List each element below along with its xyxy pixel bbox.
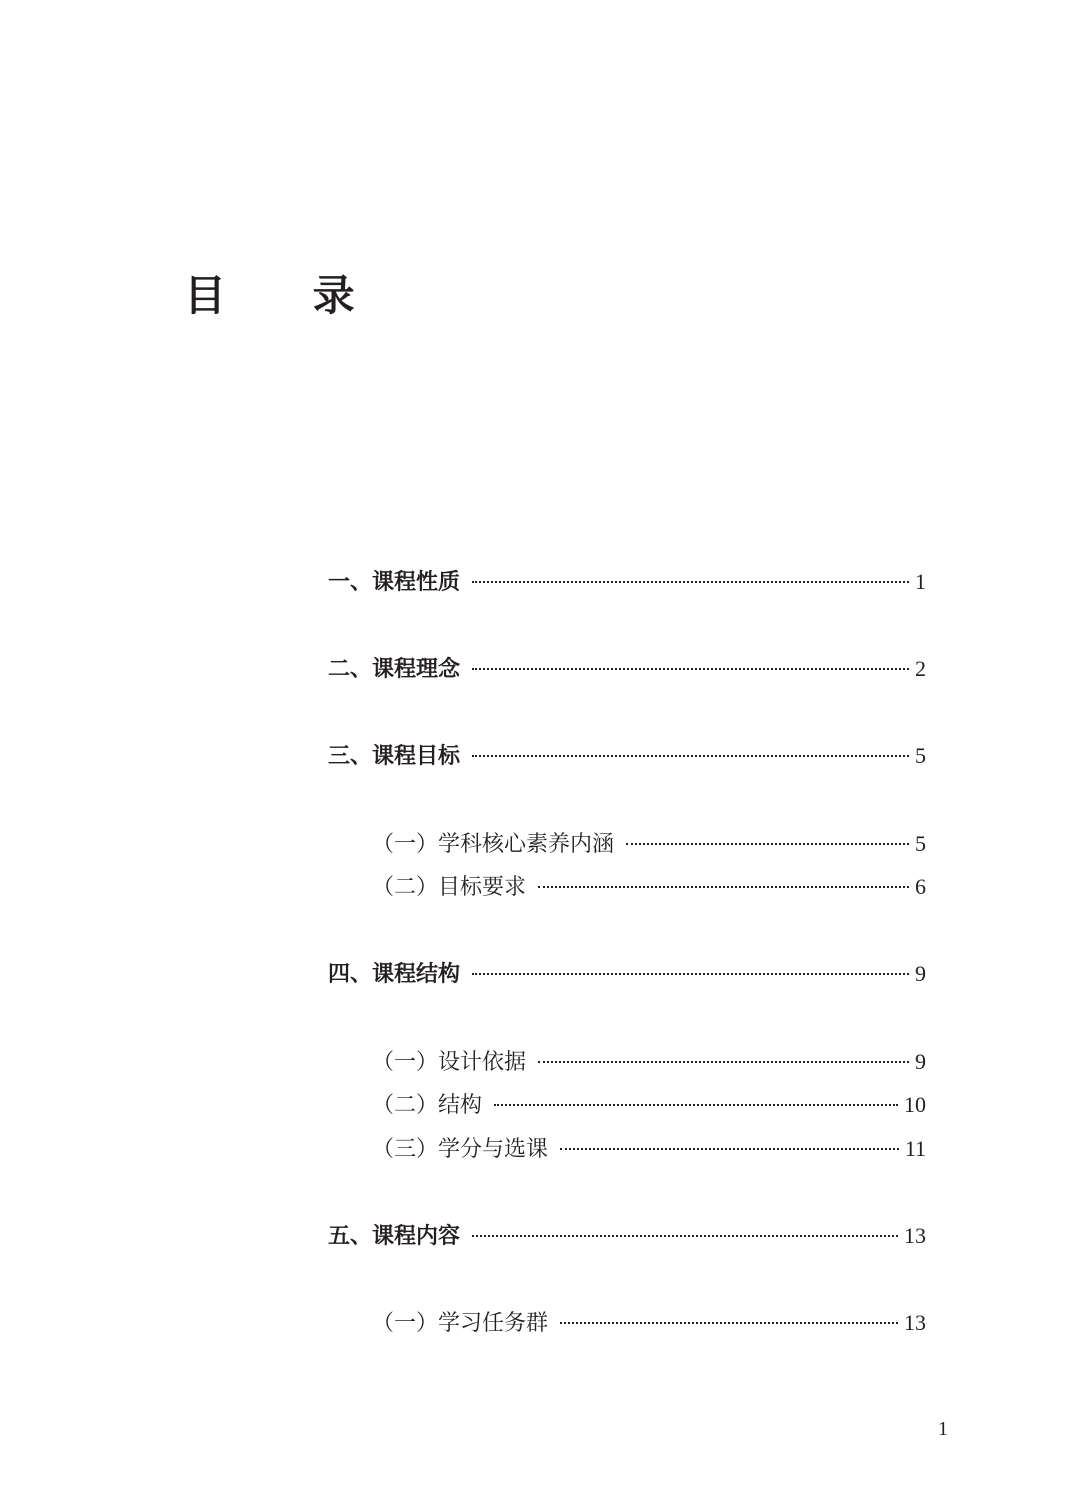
toc-entry-page: 5 (915, 831, 926, 856)
toc-entry-page: 5 (915, 743, 926, 768)
toc-entry-page: 11 (904, 1136, 926, 1161)
toc-subentry[interactable] (372, 828, 926, 860)
dot-leader (472, 581, 909, 583)
toc-subentry[interactable] (372, 1046, 926, 1078)
toc-entry-title: （一）设计依据 (372, 1050, 527, 1075)
dot-leader (538, 1061, 909, 1063)
toc-entry-page: 9 (915, 961, 926, 986)
toc-entry-title: （一）学习任务群 (372, 1311, 549, 1336)
toc-entry-title: 一、课程性质 (328, 570, 461, 595)
toc-entry[interactable] (328, 566, 926, 598)
dot-leader (560, 1148, 899, 1150)
toc-entry-title: 二、课程理念 (328, 657, 461, 682)
toc-entry-title: 五、课程内容 (328, 1224, 461, 1249)
dot-leader (538, 886, 909, 888)
toc-entry-page: 6 (915, 874, 926, 899)
dot-leader (626, 843, 909, 845)
dot-leader (494, 1104, 898, 1106)
toc-entry-title: （二）结构 (372, 1093, 483, 1118)
toc-entry-page: 10 (904, 1092, 926, 1117)
toc-entry-page: 13 (904, 1310, 926, 1335)
dot-leader (472, 973, 909, 975)
toc-entry[interactable] (328, 1220, 926, 1252)
dot-leader (472, 668, 909, 670)
toc-entry-title: （一）学科核心素养内涵 (372, 832, 615, 857)
toc-entry[interactable] (328, 653, 926, 685)
toc-subentry[interactable] (372, 871, 926, 903)
toc-entry-page: 1 (915, 569, 926, 594)
toc-heading: 目 录 (184, 271, 391, 320)
toc-entry-title: 四、课程结构 (328, 962, 461, 987)
dot-leader (472, 755, 909, 757)
toc-entry-page: 13 (904, 1223, 926, 1248)
toc-entry-title: （二）目标要求 (372, 875, 527, 900)
dot-leader (472, 1235, 898, 1237)
toc-entry-page: 2 (915, 656, 926, 681)
dot-leader (560, 1322, 898, 1324)
toc-subentry[interactable] (372, 1133, 926, 1165)
toc-entry[interactable] (328, 740, 926, 772)
page-number: 1 (938, 1418, 948, 1440)
toc-subentry[interactable] (372, 1307, 926, 1339)
toc-subentry[interactable] (372, 1089, 926, 1121)
toc-entry-title: 三、课程目标 (328, 744, 461, 769)
toc-entry-title: （三）学分与选课 (372, 1137, 549, 1162)
toc-entry[interactable] (328, 958, 926, 990)
toc-entry-page: 9 (915, 1049, 926, 1074)
